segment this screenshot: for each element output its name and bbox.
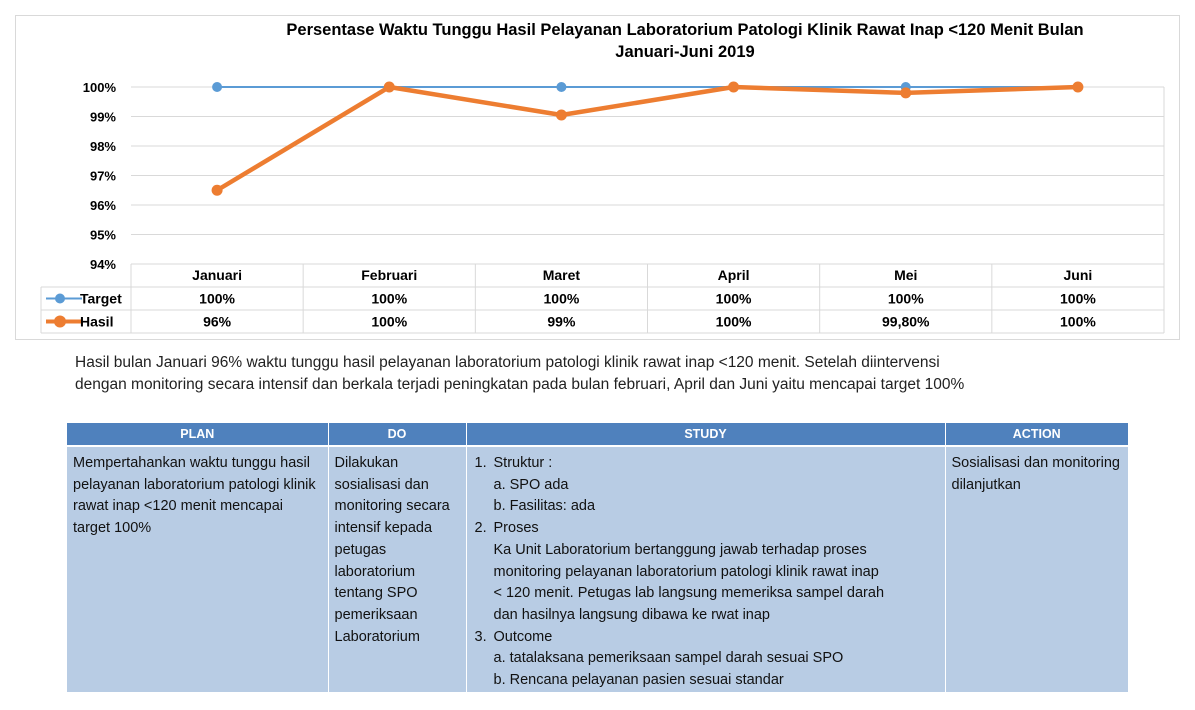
data-label: 100% bbox=[199, 290, 235, 307]
action-cell bbox=[945, 446, 1128, 692]
plan-text: Mempertahankan waktu tunggu hasil pelayanan laboratorium patologi klinik rawat inap <120 menit mencapai target 100% bbox=[73, 455, 316, 537]
study-item-2-line-4: dan hasilnya langsung dibawa ke rwat inap bbox=[493, 606, 770, 623]
study-item-1: 1. Struktur : bbox=[474, 455, 553, 471]
x-tick-label: Mei bbox=[894, 267, 918, 283]
study-item-3: 3. Outcome bbox=[474, 628, 553, 645]
summary-line-1: Hasil bulan Januari 96% waktu tunggu hasil pelayanan laboratorium patologi klinik rawat inap <120 menit. Setelah diintervensi bbox=[75, 354, 940, 371]
data-table bbox=[41, 87, 1164, 333]
action-header: ACTION bbox=[945, 423, 1128, 446]
x-tick-label: Juni bbox=[1063, 267, 1093, 283]
plan-cell bbox=[67, 446, 328, 692]
study-item-1b: b. Fasilitas: ada bbox=[493, 498, 596, 515]
summary-line-2: dengan monitoring secara intensif dan berkala terjadi peningkatan pada bulan februari, April dan Juni yaitu mencapai target 100% bbox=[75, 376, 965, 393]
chart-title-line-1: Persentase Waktu Tunggu Hasil Pelayanan Laboratorium Patologi Klinik Rawat Inap <120 Menit Bulan bbox=[286, 21, 1084, 39]
chart-title-line-2: Januari-Juni 2019 bbox=[615, 43, 755, 61]
data-label: 100% bbox=[543, 290, 580, 307]
data-label: 100% bbox=[715, 313, 752, 330]
do-text: Dilakukan sosialisasi dan monitoring secara intensif kepada petugas laboratorium tentang SPO pemeriksaan Laboratorium bbox=[334, 455, 450, 645]
data-point-hasil bbox=[900, 87, 911, 98]
data-label: 100% bbox=[371, 313, 408, 330]
x-tick-label: Januari bbox=[192, 267, 242, 283]
study-item-2: 2. Proses bbox=[474, 520, 539, 537]
y-tick-label: 95% bbox=[89, 227, 116, 243]
data-point-target bbox=[556, 82, 566, 92]
data-point-target bbox=[212, 82, 222, 92]
gridlines bbox=[131, 87, 1164, 235]
plan-header: PLAN bbox=[67, 423, 328, 446]
y-tick-label: 99% bbox=[89, 109, 116, 125]
data-label: 96% bbox=[203, 313, 232, 330]
data-label: 100% bbox=[715, 290, 752, 307]
legend-series-name: Target bbox=[80, 290, 122, 307]
data-label: 100% bbox=[1060, 290, 1096, 307]
summary-text bbox=[75, 352, 1155, 396]
data-label: 99% bbox=[547, 313, 576, 330]
legend-swatch-marker bbox=[55, 294, 65, 304]
y-tick-label: 98% bbox=[89, 139, 116, 154]
y-tick-label: 94% bbox=[89, 257, 116, 272]
data-label: 100% bbox=[1060, 313, 1096, 330]
series-lines bbox=[212, 82, 1084, 196]
action-text: Sosialisasi dan monitoring dilanjutkan bbox=[951, 455, 1120, 493]
y-tick-label: 100% bbox=[82, 80, 116, 95]
x-tick-label: Februari bbox=[361, 267, 418, 283]
study-item-2-line-3: < 120 menit. Petugas lab langsung memeriksa sampel darah bbox=[493, 585, 885, 602]
study-cell bbox=[466, 446, 945, 692]
data-point-hasil bbox=[212, 185, 223, 196]
line-chart bbox=[16, 16, 1181, 341]
chart-frame bbox=[15, 15, 1180, 340]
study-header: STUDY bbox=[466, 423, 945, 446]
data-point-hasil bbox=[384, 82, 395, 93]
x-tick-label: April bbox=[717, 267, 750, 283]
data-label: 99,80% bbox=[882, 313, 930, 330]
y-tick-label: 96% bbox=[89, 198, 116, 213]
do-cell bbox=[328, 446, 466, 692]
legend-swatch-marker bbox=[54, 316, 66, 328]
do-header: DO bbox=[328, 423, 466, 446]
study-item-3b: b. Rencana pelayanan pasien sesuai standar bbox=[493, 672, 784, 689]
pdsa-table bbox=[67, 423, 1128, 692]
study-item-1a: a. SPO ada bbox=[493, 476, 569, 493]
x-tick-label: Maret bbox=[542, 267, 581, 283]
y-tick-label: 97% bbox=[89, 168, 116, 184]
study-item-2-line-1: Ka Unit Laboratorium bertanggung jawab terhadap proses bbox=[493, 541, 867, 558]
data-point-hasil bbox=[556, 110, 567, 121]
data-label: 100% bbox=[887, 290, 924, 307]
data-point-hasil bbox=[1072, 82, 1083, 93]
legend-series-name: Hasil bbox=[80, 313, 114, 330]
data-point-hasil bbox=[728, 82, 739, 93]
study-item-3a: a. tatalaksana pemeriksaan sampel darah sesuai SPO bbox=[493, 650, 844, 667]
data-label: 100% bbox=[371, 290, 408, 307]
study-item-2-line-2: monitoring pelayanan laboratorium patologi klinik rawat inap bbox=[493, 563, 879, 580]
y-axis-ticks bbox=[83, 80, 117, 272]
series-line-hasil bbox=[217, 87, 1078, 190]
